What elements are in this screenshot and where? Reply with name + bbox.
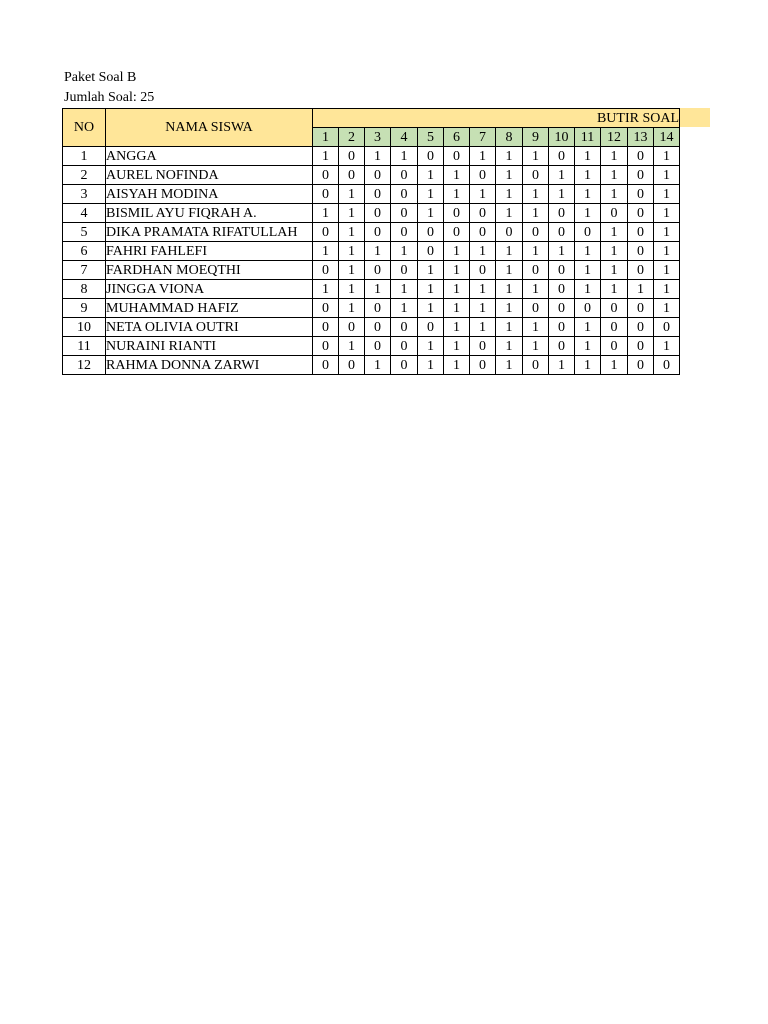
score-cell: 1 [418, 356, 444, 375]
score-cell: 1 [339, 337, 365, 356]
score-cell: 0 [523, 356, 549, 375]
score-cell: 1 [339, 204, 365, 223]
score-cell: 1 [496, 261, 523, 280]
student-name-cell: ANGGA [106, 147, 313, 166]
score-cell: 1 [654, 147, 680, 166]
table-row [63, 318, 680, 337]
score-cell: 0 [601, 204, 628, 223]
score-cell: 0 [391, 166, 418, 185]
score-cell: 1 [365, 356, 391, 375]
score-cell: 1 [549, 166, 575, 185]
student-name-cell: AUREL NOFINDA [106, 166, 313, 185]
student-name-cell: NETA OLIVIA OUTRI [106, 318, 313, 337]
item-number-header: 5 [418, 128, 444, 147]
score-cell: 1 [313, 204, 339, 223]
score-cell: 1 [523, 204, 549, 223]
score-cell: 1 [339, 299, 365, 318]
item-number-header: 10 [549, 128, 575, 147]
score-cell: 1 [628, 280, 654, 299]
score-cell: 1 [470, 242, 496, 261]
score-cell: 0 [523, 299, 549, 318]
score-cell: 0 [391, 261, 418, 280]
student-name-cell: FARDHAN MOEQTHI [106, 261, 313, 280]
score-cell: 1 [523, 280, 549, 299]
row-number-cell: 2 [63, 166, 106, 185]
score-cell: 1 [444, 242, 470, 261]
score-cell: 1 [418, 337, 444, 356]
answer-table [62, 108, 680, 375]
score-cell: 0 [313, 261, 339, 280]
score-cell: 1 [575, 166, 601, 185]
score-cell: 1 [496, 147, 523, 166]
score-cell: 1 [654, 242, 680, 261]
item-number-header: 7 [470, 128, 496, 147]
table-row [63, 147, 680, 166]
score-cell: 0 [365, 185, 391, 204]
score-cell: 0 [444, 147, 470, 166]
score-cell: 1 [313, 147, 339, 166]
score-cell: 1 [549, 185, 575, 204]
table-row [63, 337, 680, 356]
score-cell: 1 [496, 318, 523, 337]
score-cell: 1 [601, 166, 628, 185]
score-cell: 1 [496, 242, 523, 261]
score-cell: 1 [418, 299, 444, 318]
student-name-cell: DIKA PRAMATA RIFATULLAH [106, 223, 313, 242]
row-number-cell: 12 [63, 356, 106, 375]
score-cell: 1 [444, 337, 470, 356]
score-cell: 1 [444, 356, 470, 375]
item-number-header: 8 [496, 128, 523, 147]
item-number-header: 6 [444, 128, 470, 147]
table-row [63, 204, 680, 223]
score-cell: 0 [365, 223, 391, 242]
score-cell: 1 [654, 280, 680, 299]
score-cell: 1 [601, 223, 628, 242]
student-name-cell: MUHAMMAD HAFIZ [106, 299, 313, 318]
score-cell: 1 [575, 318, 601, 337]
score-cell: 1 [654, 204, 680, 223]
score-cell: 1 [496, 204, 523, 223]
score-cell: 0 [549, 280, 575, 299]
score-cell: 0 [575, 223, 601, 242]
table-body [63, 147, 680, 375]
score-cell: 0 [313, 223, 339, 242]
score-cell: 0 [549, 337, 575, 356]
score-cell: 1 [575, 185, 601, 204]
score-cell: 1 [601, 185, 628, 204]
row-number-cell: 7 [63, 261, 106, 280]
row-number-cell: 3 [63, 185, 106, 204]
row-number-cell: 10 [63, 318, 106, 337]
score-cell: 0 [339, 356, 365, 375]
score-cell: 0 [549, 147, 575, 166]
student-name-cell: AISYAH MODINA [106, 185, 313, 204]
score-cell: 1 [523, 147, 549, 166]
score-cell: 0 [628, 356, 654, 375]
score-cell: 0 [654, 318, 680, 337]
score-cell: 0 [549, 299, 575, 318]
item-number-header: 1 [313, 128, 339, 147]
score-cell: 0 [313, 337, 339, 356]
score-cell: 0 [496, 223, 523, 242]
score-cell: 0 [601, 337, 628, 356]
score-cell: 0 [470, 166, 496, 185]
student-name-cell: RAHMA DONNA ZARWI [106, 356, 313, 375]
score-cell: 1 [575, 337, 601, 356]
score-cell: 0 [628, 261, 654, 280]
score-cell: 0 [470, 261, 496, 280]
student-name-cell: FAHRI FAHLEFI [106, 242, 313, 261]
score-cell: 0 [391, 337, 418, 356]
item-number-header: 4 [391, 128, 418, 147]
table-row [63, 261, 680, 280]
score-cell: 0 [575, 299, 601, 318]
score-cell: 0 [523, 223, 549, 242]
score-cell: 1 [418, 204, 444, 223]
score-cell: 1 [496, 185, 523, 204]
score-cell: 1 [575, 280, 601, 299]
score-cell: 1 [496, 356, 523, 375]
score-cell: 0 [470, 223, 496, 242]
table-row [63, 242, 680, 261]
score-cell: 1 [313, 280, 339, 299]
score-cell: 0 [365, 204, 391, 223]
score-cell: 1 [575, 204, 601, 223]
score-cell: 1 [654, 166, 680, 185]
score-cell: 0 [549, 223, 575, 242]
table-row [63, 223, 680, 242]
score-cell: 0 [601, 318, 628, 337]
score-cell: 0 [549, 318, 575, 337]
score-cell: 1 [496, 166, 523, 185]
score-cell: 1 [365, 242, 391, 261]
score-cell: 0 [365, 261, 391, 280]
score-cell: 1 [654, 261, 680, 280]
score-cell: 1 [444, 185, 470, 204]
score-cell: 0 [654, 356, 680, 375]
score-cell: 0 [339, 318, 365, 337]
score-cell: 0 [470, 337, 496, 356]
score-cell: 0 [391, 204, 418, 223]
score-cell: 0 [444, 204, 470, 223]
score-cell: 1 [339, 242, 365, 261]
score-cell: 0 [391, 318, 418, 337]
score-cell: 0 [418, 242, 444, 261]
score-cell: 0 [549, 261, 575, 280]
score-cell: 1 [391, 147, 418, 166]
score-cell: 0 [444, 223, 470, 242]
score-cell: 1 [470, 147, 496, 166]
score-cell: 0 [628, 299, 654, 318]
column-header-name: NAMA SISWA [106, 109, 313, 147]
item-number-header: 13 [628, 128, 654, 147]
score-cell: 0 [365, 166, 391, 185]
item-number-header: 3 [365, 128, 391, 147]
column-header-butir-soal: BUTIR SOAL [313, 109, 680, 128]
score-cell: 1 [523, 185, 549, 204]
score-cell: 0 [418, 223, 444, 242]
score-cell: 1 [339, 280, 365, 299]
student-name-cell: BISMIL AYU FIQRAH A. [106, 204, 313, 223]
score-cell: 0 [391, 185, 418, 204]
score-cell: 1 [470, 299, 496, 318]
row-number-cell: 8 [63, 280, 106, 299]
score-cell: 1 [418, 185, 444, 204]
score-cell: 1 [496, 337, 523, 356]
score-cell: 0 [628, 185, 654, 204]
table-row [63, 299, 680, 318]
score-cell: 0 [313, 356, 339, 375]
student-name-cell: JINGGA VIONA [106, 280, 313, 299]
score-cell: 0 [470, 204, 496, 223]
score-cell: 1 [575, 261, 601, 280]
score-cell: 1 [418, 280, 444, 299]
score-cell: 0 [628, 337, 654, 356]
score-cell: 1 [391, 280, 418, 299]
score-cell: 0 [365, 337, 391, 356]
score-cell: 1 [339, 223, 365, 242]
score-cell: 1 [339, 185, 365, 204]
score-cell: 0 [628, 147, 654, 166]
score-cell: 1 [601, 261, 628, 280]
table-row [63, 166, 680, 185]
item-number-header: 11 [575, 128, 601, 147]
score-cell: 1 [470, 318, 496, 337]
score-cell: 0 [601, 299, 628, 318]
score-cell: 1 [365, 147, 391, 166]
score-cell: 0 [549, 204, 575, 223]
item-number-header: 2 [339, 128, 365, 147]
score-cell: 1 [549, 242, 575, 261]
score-cell: 1 [365, 280, 391, 299]
row-number-cell: 1 [63, 147, 106, 166]
row-number-cell: 6 [63, 242, 106, 261]
row-number-cell: 5 [63, 223, 106, 242]
score-cell: 1 [496, 299, 523, 318]
score-cell: 0 [523, 261, 549, 280]
score-cell: 1 [444, 280, 470, 299]
score-cell: 0 [628, 223, 654, 242]
table-row [63, 356, 680, 375]
score-cell: 0 [339, 147, 365, 166]
score-cell: 1 [444, 166, 470, 185]
table-row [63, 280, 680, 299]
score-cell: 1 [575, 147, 601, 166]
score-cell: 1 [496, 280, 523, 299]
score-cell: 1 [523, 337, 549, 356]
table-row [63, 185, 680, 204]
score-cell: 0 [418, 318, 444, 337]
score-cell: 0 [628, 204, 654, 223]
row-number-cell: 4 [63, 204, 106, 223]
score-cell: 0 [470, 356, 496, 375]
score-cell: 1 [575, 242, 601, 261]
score-cell: 0 [628, 318, 654, 337]
score-cell: 1 [523, 242, 549, 261]
package-title: Paket Soal B [64, 70, 137, 85]
score-cell: 1 [601, 280, 628, 299]
score-cell: 1 [444, 299, 470, 318]
score-cell: 0 [339, 166, 365, 185]
score-cell: 0 [523, 166, 549, 185]
score-cell: 1 [418, 166, 444, 185]
score-cell: 1 [654, 337, 680, 356]
score-cell: 1 [575, 356, 601, 375]
item-number-header: 12 [601, 128, 628, 147]
score-cell: 0 [391, 223, 418, 242]
row-number-cell: 9 [63, 299, 106, 318]
score-cell: 0 [313, 299, 339, 318]
score-cell: 0 [365, 299, 391, 318]
row-number-cell: 11 [63, 337, 106, 356]
score-cell: 0 [418, 147, 444, 166]
score-cell: 1 [654, 299, 680, 318]
question-count: Jumlah Soal: 25 [64, 90, 155, 105]
score-cell: 0 [365, 318, 391, 337]
score-cell: 1 [444, 318, 470, 337]
score-cell: 0 [313, 318, 339, 337]
score-cell: 0 [628, 242, 654, 261]
score-cell: 1 [523, 318, 549, 337]
score-cell: 1 [654, 185, 680, 204]
score-cell: 1 [391, 299, 418, 318]
item-number-header: 9 [523, 128, 549, 147]
item-number-header: 14 [654, 128, 680, 147]
column-header-no: NO [63, 109, 106, 147]
score-cell: 1 [313, 242, 339, 261]
score-cell: 0 [313, 166, 339, 185]
score-cell: 1 [444, 261, 470, 280]
score-cell: 1 [601, 356, 628, 375]
student-name-cell: NURAINI RIANTI [106, 337, 313, 356]
score-cell: 0 [391, 356, 418, 375]
score-cell: 1 [470, 185, 496, 204]
score-cell: 1 [470, 280, 496, 299]
score-cell: 1 [601, 242, 628, 261]
score-cell: 1 [418, 261, 444, 280]
score-cell: 1 [391, 242, 418, 261]
score-cell: 0 [313, 185, 339, 204]
score-cell: 1 [339, 261, 365, 280]
score-cell: 1 [601, 147, 628, 166]
score-cell: 0 [628, 166, 654, 185]
score-cell: 1 [549, 356, 575, 375]
score-cell: 1 [654, 223, 680, 242]
